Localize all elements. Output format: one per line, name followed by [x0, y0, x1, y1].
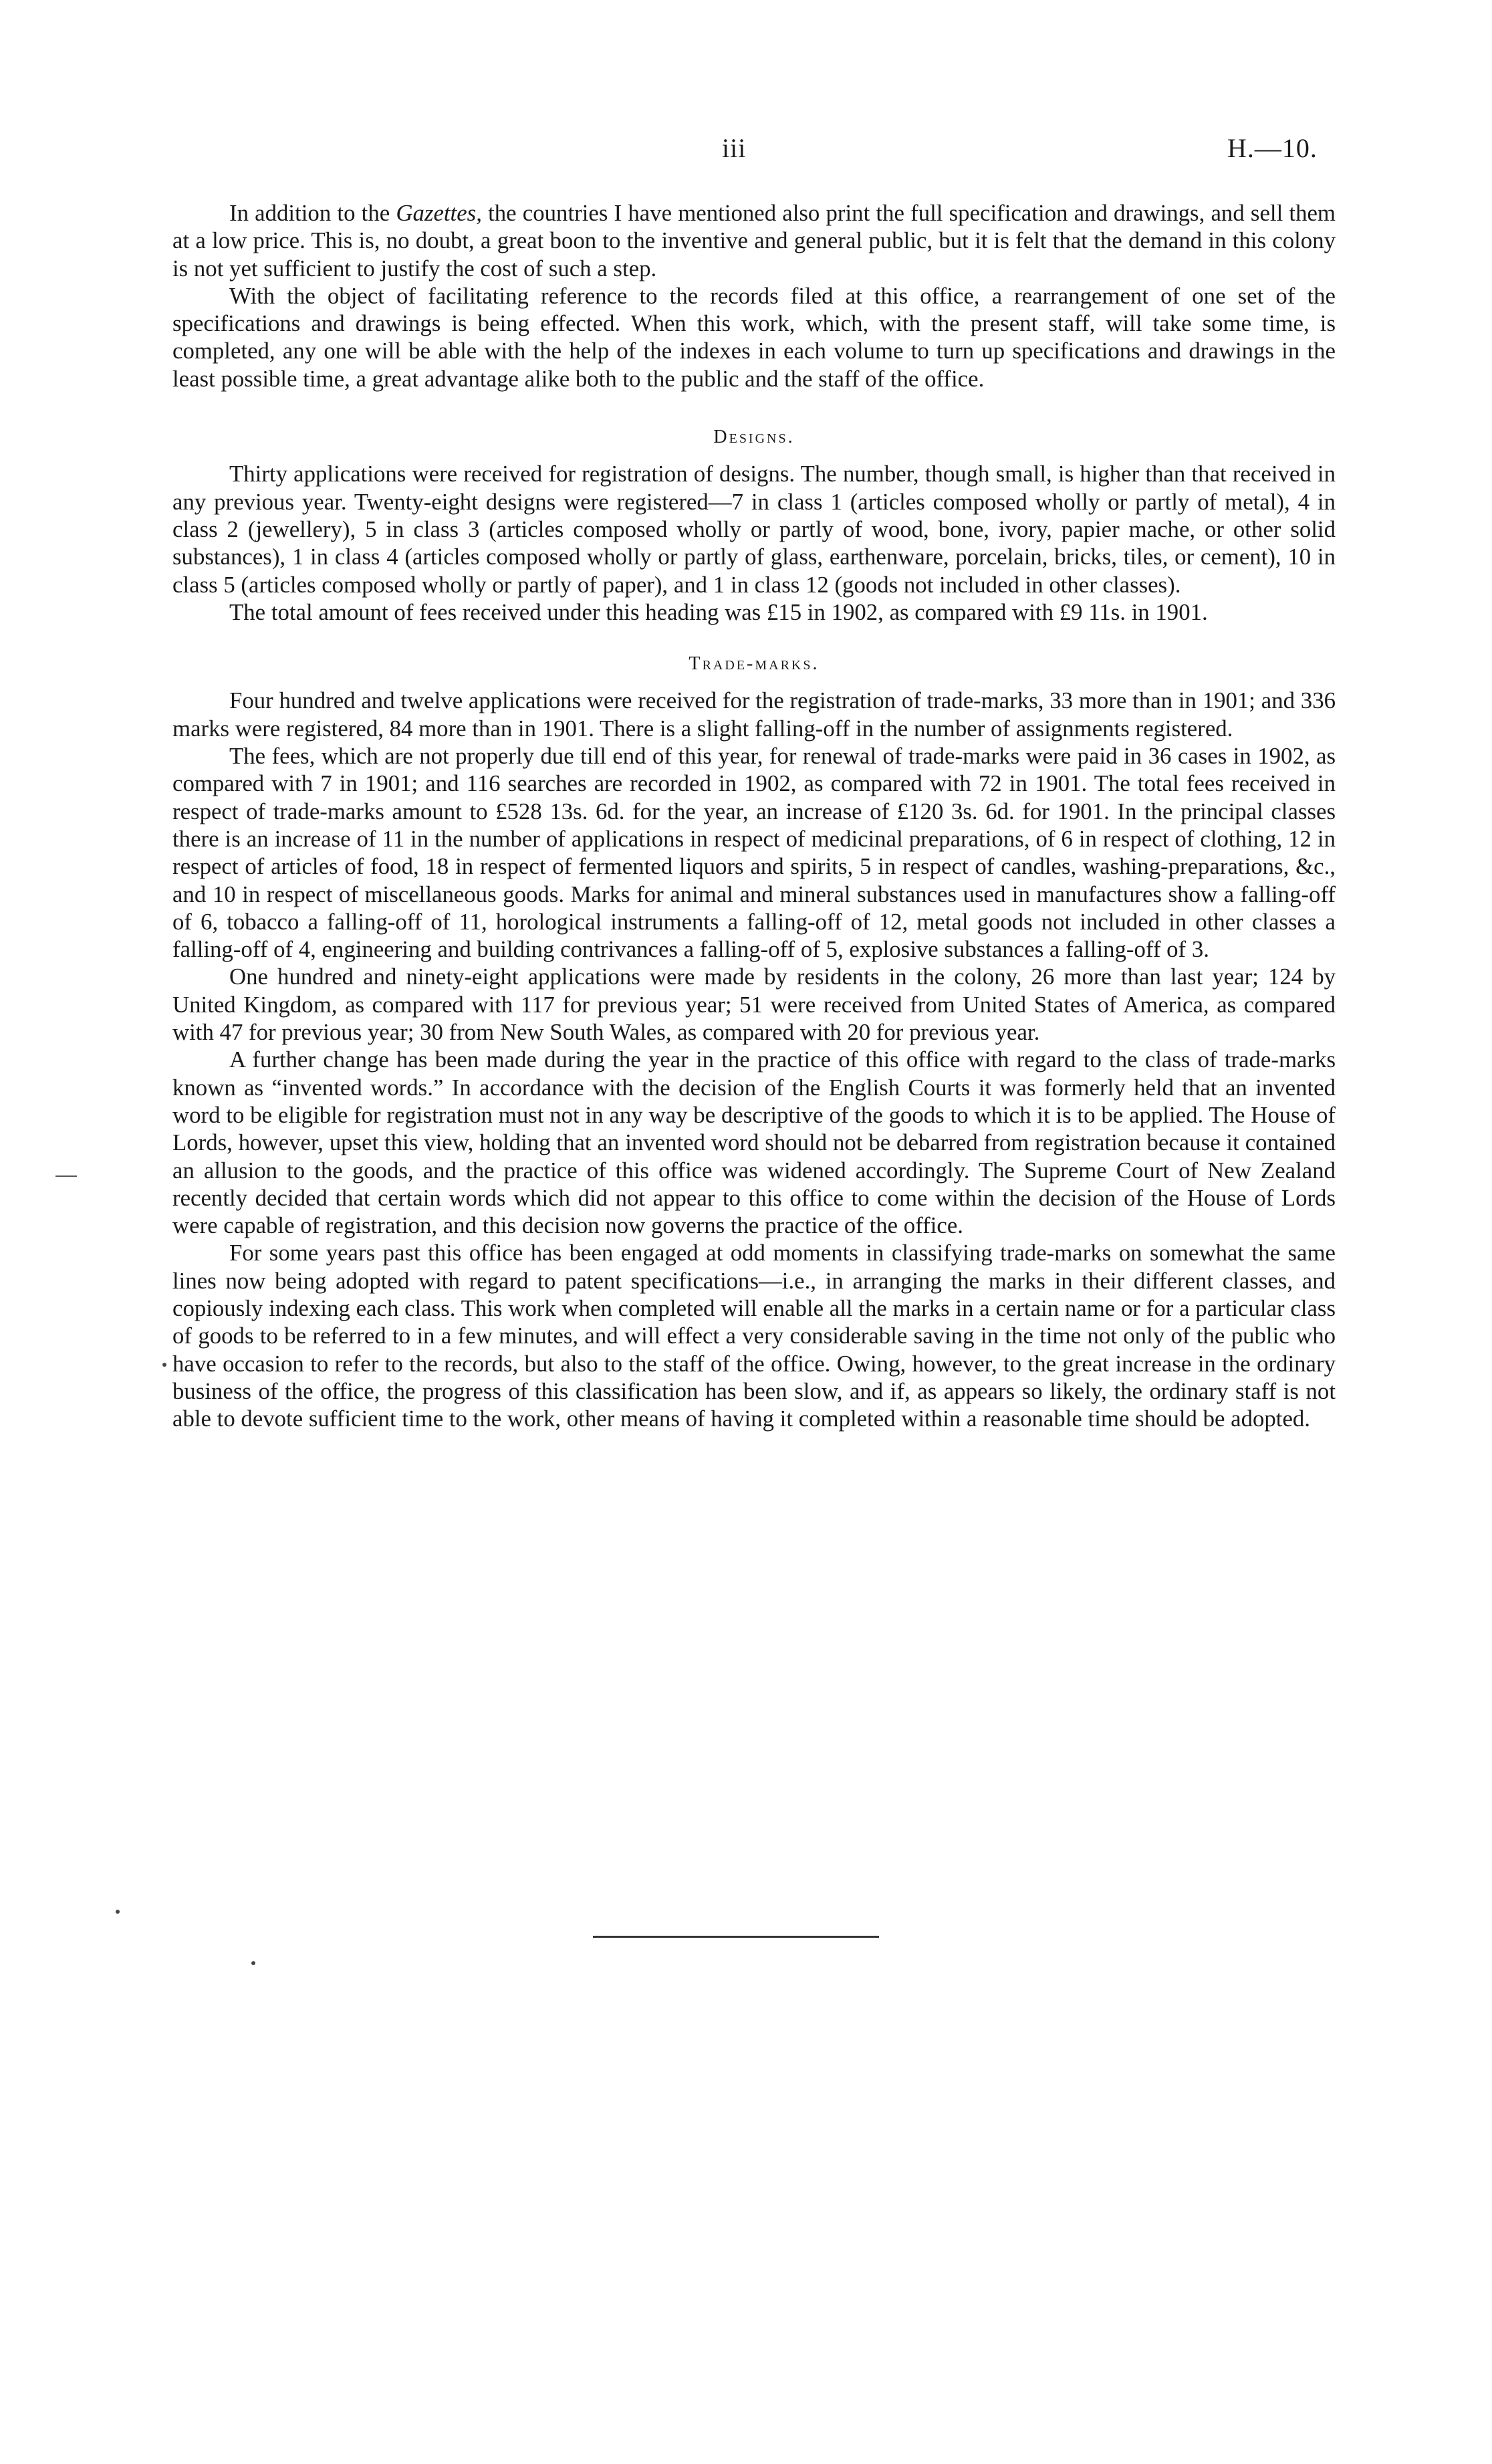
page-number: iii — [722, 133, 747, 163]
section-heading-trade-marks: Trade-marks. — [689, 653, 820, 675]
intro-paragraph-records: With the object of facilitating reference to the records filed at this office, a rearrangement of one set of the specifications and drawings is being effected. When this work, which, with the present staff, will take some time, is completed, any one will be able with the help of the indexes in each volume to turn up specifications and drawings in the least possible time, a great advantage alike both to the public and the staff of the office. — [172, 282, 1336, 392]
gazettes-italic: Gazettes, — [396, 200, 482, 226]
margin-dot — [116, 1910, 120, 1914]
trade-marks-paragraph-invented-words: A further change has been made during the year in the practice of this office with regard to the class of trade-marks known as “invented words.” In accordance with the decision of the English Courts it was formerly held that an invented word to be eligible for registration must not in any way be descriptive of the goods to which it is to be applied. The House of Lords, however, upset this view, holding that an invented word should not be debarred from registration because it contained an allusion to the goods, and the practice of this office was widened accordingly. The Supreme Court of New Zealand recently decided that certain words which did not appear to this office to come within the decision of the House of Lords were capable of registration, and this decision now governs the practice of the office. — [172, 1046, 1336, 1239]
trade-marks-paragraph-fees: The fees, which are not properly due till end of this year, for renewal of trade-marks were paid in 36 cases in 1902, as compared with 7 in 1901; and 116 searches are recorded in 1902, as compared with 72 in 1901. The total fees received in respect of trade-marks amount to £528 13s. 6d. for the year, an increase of £120 3s. 6d. for 1901. In the principal classes there is an increase of 11 in the number of applications in respect of medicinal preparations, of 6 in respect of clothing, 12 in respect of articles of food, 18 in respect of fermented liquors and spirits, 5 in respect of candles, washing-preparations, &c., and 10 in respect of miscellaneous goods. Marks for animal and mineral substances used in manufactures show a falling-off of 6, tobacco a falling-off of 11, horological instruments a falling-off of 12, metal goods not included in other classes a falling-off of 4, engineering and building contrivances a falling-off of 5, explosive substances a falling-off of 3. — [172, 743, 1336, 963]
margin-dot — [251, 1961, 255, 1965]
trade-marks-paragraph-applications: Four hundred and twelve applications were received for the registration of trade-marks, 33 more than in 1901; and 336 marks were registered, 84 more than in 1901. There is a slight falling-off in the number of assignments registered. — [172, 687, 1336, 742]
document-reference: H.—10. — [1227, 133, 1318, 163]
margin-mark — [55, 1175, 77, 1177]
margin-dot — [162, 1363, 166, 1367]
intro-lead-text: In addition to the — [229, 200, 396, 226]
designs-paragraph-fees: The total amount of fees received under this heading was £15 in 1902, as compared with £9 11s. in 1901. — [229, 598, 1208, 625]
intro-paragraph-gazettes — [172, 199, 1336, 282]
trade-marks-paragraph-classification: For some years past this office has been engaged at odd moments in classifying trade-marks on somewhat the same lines now being adopted with regard to patent specifications—i.e., in arranging the marks in their different classes, and copiously indexing each class. This work when completed will enable all the marks in a certain name or for a particular class of goods to be referred to in a few minutes, and will effect a very considerable saving in the time not only of the public who have occasion to refer to the records, but also to the staff of the office. Owing, however, to the great increase in the ordinary business of the office, the progress of this classification has been slow, and if, as appears so likely, the ordinary staff is not able to devote sufficient time to the work, other means of having it completed within a reasonable time should be adopted. — [172, 1240, 1336, 1432]
designs-paragraph-applications: Thirty applications were received for registration of designs. The number, though small, is higher than that received in any previous year. Twenty-eight designs were registered—7 in class 1 (articles composed wholly or partly of metal), 4 in class 2 (jewellery), 5 in class 3 (articles composed wholly or partly of wood, bone, ivory, papier mache, or other solid substances), 1 in class 4 (articles composed wholly or partly of glass, earthenware, porcelain, bricks, tiles, or cement), 10 in class 5 (articles composed wholly or partly of paper), and 1 in class 12 (goods not included in other classes). — [172, 461, 1336, 598]
section-heading-designs: Designs. — [713, 427, 795, 448]
end-rule-divider — [593, 1936, 879, 1938]
trade-marks-paragraph-residents: One hundred and ninety-eight applications were made by residents in the colony, 26 more than last year; 124 by United Kingdom, as compared with 117 for previous year; 51 were received from United States of America, as compared with 47 for previous year; 30 from New South Wales, as compared with 20 for previous year. — [172, 964, 1336, 1046]
intro-rest-text: the countries I have mentioned also print the full specification and drawings, and sell them at a low price. This is, no doubt, a great boon to the inventive and general public, but it is felt that the demand in this colony is not yet sufficient to justify the cost of such a step. — [172, 200, 1336, 282]
document-body — [172, 199, 1336, 1432]
